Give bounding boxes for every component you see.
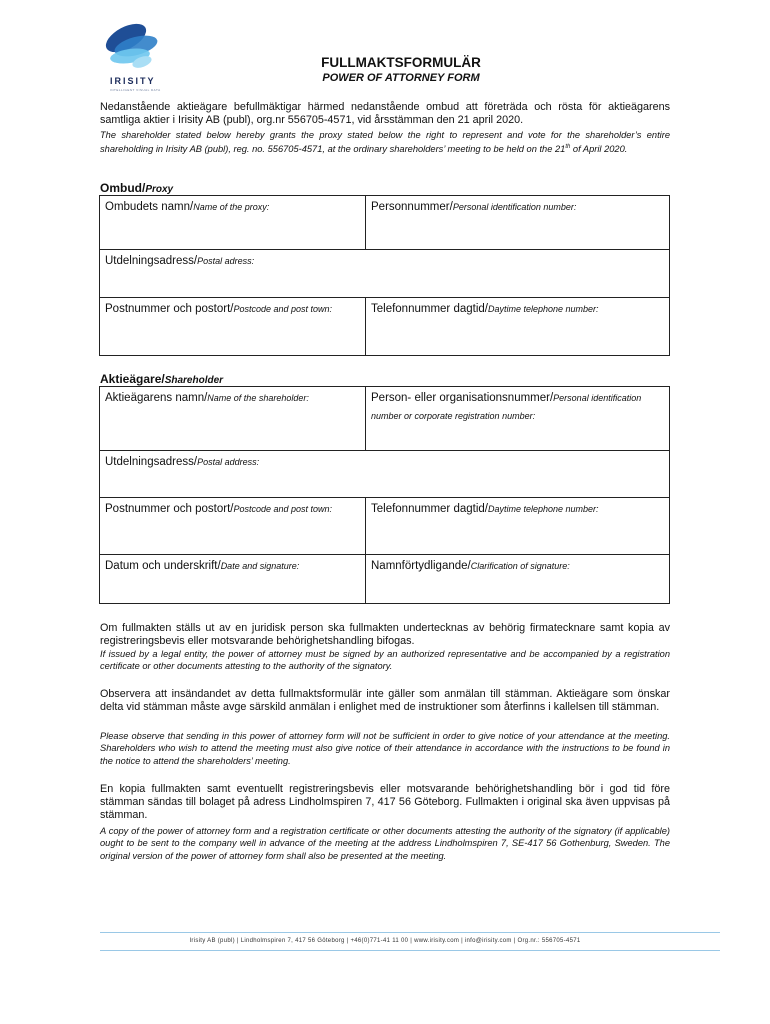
note-legal-entity-en: If issued by a legal entity, the power of attorney must be signed by an authorized representative and be accompanied by a registration certificate or other documents attesting to the authority of the signatory. [100,649,670,672]
page-title: FULLMAKTSFORMULÄR [321,55,481,70]
shareholder-name-field[interactable]: Aktieägarens namn/Name of the shareholder: [100,387,366,451]
shareholder-signature-field[interactable]: Datum och underskrift/Date and signature: [100,555,366,604]
note-copy-en: A copy of the power of attorney form and a registration certificate or other documents attesting the authority of the signatory (if applicable) ought to be sent to the company well in advance of the meeting at the address Lindholmspiren 7, SE-417 56 Gothenburg, Sweden. The original version of the power of attorney form shall also be presented at the meeting. [100,826,670,861]
footer-rule-top [100,932,720,933]
proxy-phone-field[interactable]: Telefonnummer dagtid/Daytime telephone number: [366,298,670,356]
note-copy-sv: En kopia fullmakten samt eventuellt registreringsbevis eller motsvarande behörighetshandling bör i god tid före stämman sändas till bolaget på adress Lindholmspiren 7, 417 56 Göteborg. Fullmakten i original ska även uppvisas på stämman. [100,783,670,821]
footer-rule-bottom [100,950,720,951]
footer-text: Irisity AB (publ) | Lindholmspiren 7, 417 56 Göteborg | +46(0)771-41 11 00 | www.irisity.com | info@irisity.com | Org.nr.: 556705-4571 [189,938,581,944]
shareholder-clarification-field[interactable]: Namnförtydligande/Clarification of signature: [366,555,670,604]
logo-tagline: INTELLIGENT VISUAL DATA [110,88,161,92]
note-attendance-sv: Observera att insändandet av detta fullmaktsformulär inte gäller som anmälan till stämman. Aktieägare som önskar delta vid stämman måste avge särskild anmälan i enlighet med de instruktioner som återfinns i kallelsen till stämman. [100,688,670,713]
note-legal-entity-sv: Om fullmakten ställs ut av en juridisk person ska fullmakten undertecknas av behörig firmatecknare samt kopia av registreringsbevis eller motsvarande behörighetshandling bifogas. [100,622,670,647]
proxy-name-field[interactable]: Ombudets namn/Name of the proxy: [100,196,366,250]
proxy-postcode-field[interactable]: Postnummer och postort/Postcode and post town: [100,298,366,356]
intro-swedish: Nedanstående aktieägare befullmäktigar härmed nedanstående ombud att företräda och rösta för aktieägarens samtliga aktier i Irisity AB (publ), org.nr 556705-4571, vid årsstämman den 21 april 2020. [100,101,670,126]
shareholder-postcode-field[interactable]: Postnummer och postort/Postcode and post town: [100,498,366,555]
shareholder-address-field[interactable]: Utdelningsadress/Postal address: [100,451,670,498]
proxy-pid-field[interactable]: Personnummer/Personal identification number: [366,196,670,250]
logo-wordmark: IRISITY [110,76,156,86]
shareholder-phone-field[interactable]: Telefonnummer dagtid/Daytime telephone number: [366,498,670,555]
shareholder-pid-field[interactable]: Person- eller organisationsnummer/Personal identification number or corporate registration number: [366,387,670,451]
note-attendance-en: Please observe that sending in this power of attorney form will not be sufficient in order to give notice of your attendance at the meeting. Shareholders who wish to attend the meeting must also give notice of their attendance in accordance with the instructions to be found in the notice to attend the shareholders’ meeting. [100,731,670,766]
intro-english: The shareholder stated below hereby grants the proxy stated below the right to represent and vote for the shareholder’s entire shareholding in Irisity AB (publ), reg. no. 556705-4571, at the ordinary shareholders’ meeting to be held on the 21th of April 2020. [100,130,670,155]
proxy-heading: Ombud/Proxy [100,181,174,195]
proxy-table [99,195,670,356]
shareholder-table [99,386,670,604]
shareholder-heading: Aktieägare/Shareholder [100,372,224,386]
proxy-address-field[interactable]: Utdelningsadress/Postal adress: [100,250,670,298]
page-subtitle: POWER OF ATTORNEY FORM [322,72,480,84]
